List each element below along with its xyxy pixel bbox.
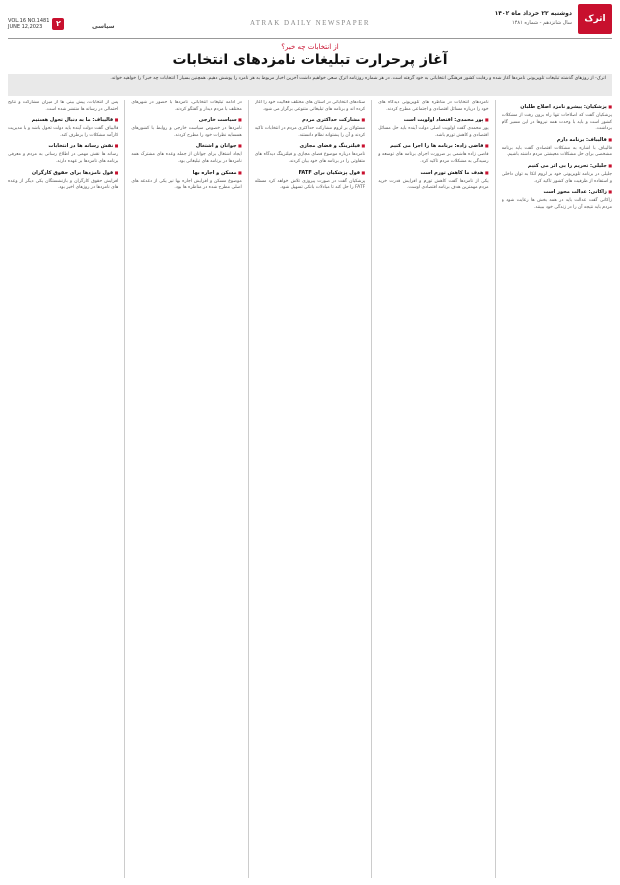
body-paragraph: رسانه ها نقش مهمی در اطلاع رسانی به مردم و معرفی برنامه های نامزدها بر عهده دارند. [7, 152, 119, 164]
body-paragraph: نامزدها درباره موضوع فضای مجازی و فیلترینگ دیدگاه های متفاوتی را در برنامه های خود بیان کردند. [254, 152, 366, 164]
subheading: ■ فیلترینگ و فضای مجازی [255, 142, 365, 150]
subheading: ■ نقش رسانه ها در انتخابات [8, 142, 118, 150]
english-date: JUNE 12,2023 [8, 24, 43, 30]
lead-paragraph: اترک- از روزهای گذشته تبلیغات تلویزیونی نامزدها آغاز شده و رقابت کشور فرهنگی انتخاباتی به خود گرفته است. در هر شماره روزنامه اترک سعی خواهیم داشت آخرین اخبار مربوط به هر نامزد را پوشش دهیم. همچنین بسیار آ انتخابات چه خبر؟ را خواهید خواند. [8, 74, 612, 96]
masthead-divider [8, 38, 612, 39]
subheading: ■ قالیباف: ما به دنبال تحول هستیم [8, 116, 118, 124]
body-paragraph: نامزدهای انتخابات در مناظره های تلویزیونی دیدگاه های خود را درباره مسائل اقتصادی و اجتماعی مطرح کردند. [378, 100, 489, 112]
body-paragraph: ستادهای انتخاباتی در استان های مختلف فعالیت خود را آغاز کرده اند و برنامه های تبلیغاتی متنوعی برگزار می شود. [254, 100, 366, 112]
body-paragraph: پزشکیان گفت که اصلاحات تنها راه برون رفت از مشکلات کشور است و باید با وحدت همه نیروها در این مسیر گام برداشت. [501, 113, 612, 132]
main-headline: آغاز پرحرارت تبلیغات نامزدهای انتخابات [172, 52, 448, 68]
column-divider [371, 100, 372, 878]
volume-number: VOL.16 NO.1481 [8, 18, 50, 24]
body-paragraph: ایجاد اشتغال برای جوانان از جمله وعده های مشترک همه نامزدها در برنامه های تبلیغاتی بود. [131, 152, 242, 164]
issue-number: سال شانزدهم - شماره ۱۴۸۱ [512, 20, 572, 26]
subheading: ■ پور محمدی: اقتصاد اولویت است [378, 116, 488, 124]
subheading: ■ هدف ما کاهش تورم است [378, 169, 488, 177]
persian-date-block [482, 10, 572, 26]
article-column [131, 100, 241, 878]
article-column [255, 100, 365, 878]
body-paragraph: نامزدها در خصوص سیاست خارجی و روابط با کشورهای همسایه نظرات خود را مطرح کردند. [131, 126, 242, 138]
subheading: ■ سیاست خارجی [131, 116, 241, 124]
body-paragraph: موضوع مسکن و افزایش اجاره بها نیز یکی از دغدغه های اصلی مطرح شده در مناظره ها بود. [131, 178, 242, 191]
persian-date: دوشنبه ۲۲ خرداد ماه ۱۴۰۲ [494, 10, 572, 17]
subheading: ■ مسکن و اجاره بها [131, 169, 241, 177]
subheading: ■ زاکانی: عدالت محور است [502, 188, 612, 196]
column-divider [248, 100, 249, 878]
newspaper-english-name: ATRAK DAILY NEWSPAPER [249, 19, 371, 27]
subheading: ■ مشارکت حداکثری مردم [255, 116, 365, 124]
subheading: ■ جلیلی: تحریم را بی اثر می کنیم [502, 162, 612, 170]
page-number: ۲ [52, 18, 64, 30]
newspaper-logo: اترک [578, 4, 612, 34]
masthead [0, 0, 620, 40]
column-divider [495, 100, 496, 878]
subheading: ■ پزشکیان: پیشرو نامزد اصلاح طلبان [502, 103, 612, 111]
body-paragraph: یکی از نامزدها گفت کاهش تورم و افزایش قدرت خرید مردم مهمترین هدف برنامه اقتصادی اوست. [378, 178, 489, 191]
body-paragraph: پور محمدی گفت اولویت اصلی دولت آینده باید حل مسائل اقتصادی و کاهش تورم باشد. [378, 126, 489, 138]
body-paragraph: قاضی زاده هاشمی بر ضرورت اجرای برنامه های توسعه و رسیدگی به مشکلات مردم تاکید کرد. [378, 152, 489, 164]
body-paragraph: مسئولان بر لزوم مشارکت حداکثری مردم در انتخابات تاکید کردند و آن را پشتوانه نظام دانستند. [254, 126, 366, 138]
body-paragraph: زاکانی گفت عدالت باید در همه بخش ها رعایت شود و مردم باید نتیجه آن را در زندگی خود ببینند. [501, 198, 612, 210]
subheading: ■ قول پزشکیان برای FATF [255, 169, 365, 177]
column-divider [124, 100, 125, 878]
body-paragraph: جلیلی در برنامه تلویزیونی خود بر لزوم اتکا به توان داخلی و استفاده از ظرفیت های کشور تاکید کرد. [501, 171, 612, 184]
subheading: ■ قاضی زاده: برنامه ها را اجرا می کنیم [378, 142, 488, 150]
body-paragraph: قالیباف گفت دولت آینده باید دولت تحول باشد و با مدیریت کارآمد مشکلات را برطرف کند. [7, 126, 119, 138]
body-paragraph: در ادامه تبلیغات انتخاباتی، نامزدها با حضور در شهرهای مختلف با مردم دیدار و گفتگو کردند. [131, 100, 242, 112]
section-label: سیاسی [92, 23, 115, 30]
article-columns [8, 100, 612, 878]
body-paragraph: پزشکیان گفت در صورت پیروزی تلاش خواهد کرد مسئله FATF را حل کند تا مبادلات بانکی تسهیل شود. [254, 178, 366, 191]
subheading: ■ قالیباف: برنامه دارم [502, 136, 612, 144]
headline-kicker: از انتخابات چه خبر؟ [281, 43, 339, 51]
article-column [502, 100, 612, 878]
body-paragraph: پس از انتخابات، پیش بینی ها از میزان مشارکت و نتایج احتمالی در رسانه ها منتشر شده است. [7, 100, 119, 112]
subheading: ■ جوانان و اشتغال [131, 142, 241, 150]
subheading: ■ قول نامزدها برای حقوق کارگران [8, 169, 118, 177]
article-column [8, 100, 118, 878]
body-paragraph: افزایش حقوق کارگران و بازنشستگان یکی دیگر از وعده های نامزدها در روزهای اخیر بود. [7, 178, 119, 191]
article-column [378, 100, 488, 878]
body-paragraph: قالیباف با اشاره به مشکلات اقتصادی گفت باید برنامه مشخصی برای حل مشکلات معیشتی مردم داشته باشیم. [501, 145, 612, 158]
